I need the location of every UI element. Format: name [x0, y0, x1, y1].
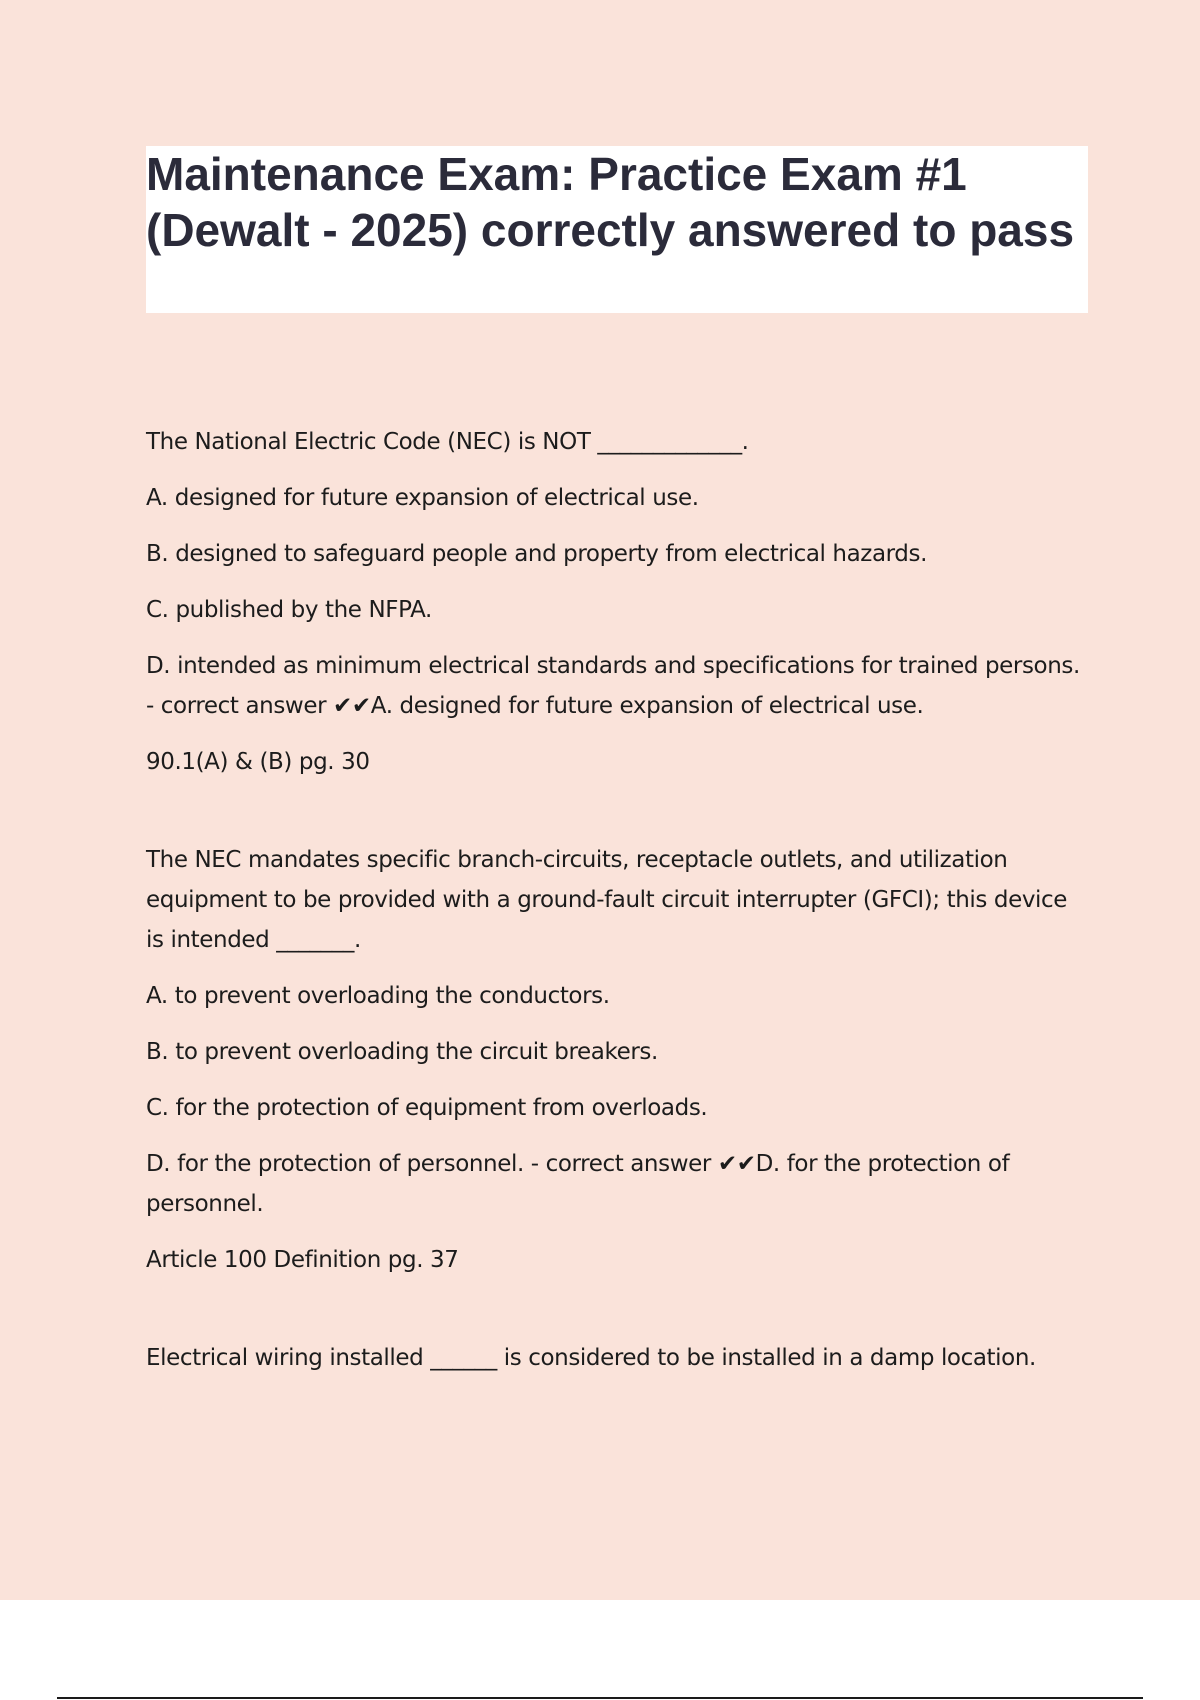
- document-title: Maintenance Exam: Practice Exam #1 (Dewalt - 2025) correctly answered to pass: [146, 148, 1075, 256]
- answer-option: D. for the protection of personnel. - correct answer ✔✔D. for the protection of personnel.: [146, 1151, 1010, 1217]
- answer-option: B. designed to safeguard people and property from electrical hazards.: [146, 541, 928, 567]
- answer-option: A. designed for future expansion of electrical use.: [146, 485, 699, 511]
- answer-option: D. intended as minimum electrical standards and specifications for trained persons. - correct answer ✔✔A. designed for future expansion of electrical use.: [146, 653, 1080, 719]
- question-3: [146, 1338, 1086, 1378]
- question-2: [146, 840, 1086, 1280]
- question-reference: Article 100 Definition pg. 37: [146, 1247, 459, 1273]
- question-stem: Electrical wiring installed ______ is considered to be installed in a damp location.: [146, 1345, 1036, 1371]
- question-reference: 90.1(A) & (B) pg. 30: [146, 749, 370, 775]
- answer-option: C. published by the NFPA.: [146, 597, 432, 623]
- answer-option: C. for the protection of equipment from overloads.: [146, 1095, 708, 1121]
- answer-option: B. to prevent overloading the circuit breakers.: [146, 1039, 658, 1065]
- footer-divider: [57, 1697, 1143, 1699]
- question-stem: The National Electric Code (NEC) is NOT _____________.: [146, 429, 749, 455]
- question-stem: The NEC mandates specific branch-circuits, receptacle outlets, and utilization equipment to be provided with a ground-fault circuit interrupter (GFCI); this device is intended _______.: [146, 847, 1068, 953]
- document-content: [146, 422, 1086, 1378]
- question-1: [146, 422, 1086, 782]
- answer-option: A. to prevent overloading the conductors.: [146, 983, 610, 1009]
